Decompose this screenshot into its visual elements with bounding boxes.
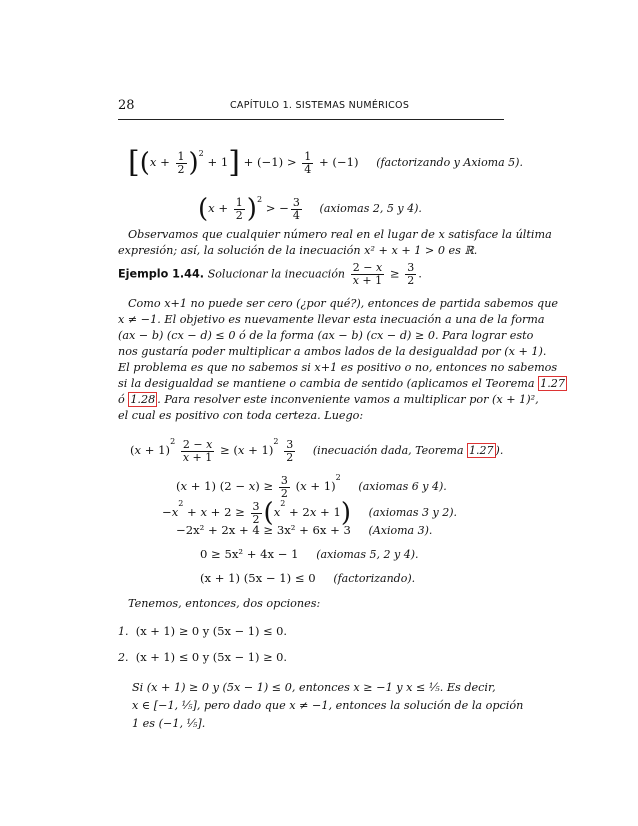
step-2-note: (axiomas 6 y 4). — [358, 480, 447, 493]
example-text: Solucionar la inecuación — [207, 267, 346, 281]
step-4 — [176, 522, 432, 539]
step-5-note: (axiomas 5, 2 y 4). — [316, 548, 419, 561]
paragraph-1-line-2: expresión; así, la solución de la inecuación x² + x + 1 > 0 es ℝ. — [118, 244, 478, 257]
theorem-1-28-link[interactable]: 1.28 — [130, 393, 156, 406]
step-3-note: (axiomas 3 y 2). — [368, 506, 457, 519]
header-rule — [118, 119, 504, 120]
step-3: $-x^2 + x + 2$ ≥ $\frac{3}{2}$ $(x^2 + 2x + 1)$ (axiomas 3 y 2). — [162, 498, 457, 528]
example-heading: Ejemplo 1.44. Solucionar la inecuación $\frac{2 - x}{x + 1}$ ≥ $\frac{3}{2}$ . — [118, 261, 422, 287]
step-6-expr: (x + 1) (5x − 1) ≤ 0 — [200, 571, 316, 585]
paragraph-4-line-2: x ∈ [−1, ⅕], pero dado que x ≠ −1, entonces la solución de la opción — [132, 699, 524, 712]
step-4-expr: −2x² + 2x + 4 ≥ 3x² + 6x + 3 — [176, 523, 351, 537]
option-1: 1. (x + 1) ≥ 0 y (5x − 1) ≤ 0. — [118, 624, 288, 638]
paragraph-1-line-1: Observamos que cualquier número real en el lugar de x satisface la última — [128, 228, 552, 241]
paragraph-2-line-8: el cual es positivo con toda certeza. Luego: — [118, 409, 364, 422]
option-2: 2. (x + 1) ≤ 0 y (5x − 1) ≥ 0. — [118, 650, 288, 664]
step-1: $(x + 1)^2$ $\frac{2 - x}{x + 1}$ ≥ $(x + 1)^2$ $\frac{3}{2}$ (inecuación dada, Teorema 1.27 ). — [130, 437, 504, 464]
paragraph-2-line-5: El problema es que no sabemos si x+1 es positivo o no, entonces no sabemos — [118, 361, 558, 374]
step-4-note: (Axioma 3). — [368, 524, 433, 537]
theorem-1-27-link[interactable]: 1.27 — [540, 377, 566, 390]
step-5 — [200, 546, 419, 563]
equation-1-note: (factorizando y Axioma 5). — [376, 156, 523, 169]
paragraph-2-line-4: nos gustaría poder multiplicar a ambos lados de la desigualdad por (x + 1). — [118, 345, 547, 358]
equation-2-note: (axiomas 2, 5 y 4). — [319, 202, 422, 215]
equation-2: (x + $\frac{1}{2}$ )$^2$ > − $\frac{3}{4}$ (axiomas 2, 5 y 4). — [198, 194, 422, 224]
step-2: (x + 1) (2 − x) ≥ $\frac{3}{2}$ $(x + 1)^2$ (axiomas 6 y 4). — [176, 473, 447, 500]
paragraph-3: Tenemos, entonces, dos opciones: — [128, 597, 321, 610]
paragraph-4-line-3: 1 es (−1, ⅕]. — [132, 717, 206, 730]
example-label: Ejemplo 1.44. — [118, 267, 204, 281]
paragraph-2-line-3: (ax − b) (cx − d) ≤ 0 ó de la forma (ax − b) (cx − d) ≥ 0. Para lograr esto — [118, 329, 534, 342]
chapter-header: CAPÍTULO 1. SISTEMAS NUMÉRICOS — [230, 100, 410, 111]
equation-1: [(x + $\frac{1}{2}$ )$^2$ + 1] + (−1) > $\frac{1}{4}$ + (−1) (factorizando y Axioma 5). — [128, 145, 523, 180]
paragraph-2-line-6: si la desigualdad se mantiene o cambia de sentido (aplicamos el Teorema 1.27 — [118, 377, 566, 390]
step-1-note: (inecuación dada, Teorema 1.27 ). — [312, 444, 504, 457]
paragraph-2-line-7: ó 1.28 . Para resolver este inconveniente vamos a multiplicar por (x + 1)², — [118, 393, 539, 406]
step-6-note: (factorizando). — [333, 572, 416, 585]
paragraph-2-line-1: Como x+1 no puede ser cero (¿por qué?), entonces de partida sabemos que — [128, 297, 559, 310]
page-number: 28 — [118, 98, 135, 113]
step-5-expr: 0 ≥ 5x² + 4x − 1 — [200, 547, 299, 561]
theorem-1-27-link-2[interactable]: 1.27 — [469, 444, 494, 457]
step-6 — [200, 570, 415, 587]
paragraph-2-line-2: x ≠ −1. El objetivo es nuevamente llevar esta inecuación a una de la forma — [118, 313, 545, 326]
paragraph-4-line-1: Si (x + 1) ≥ 0 y (5x − 1) ≤ 0, entonces x ≥ −1 y x ≤ ⅕. Es decir, — [132, 681, 496, 694]
